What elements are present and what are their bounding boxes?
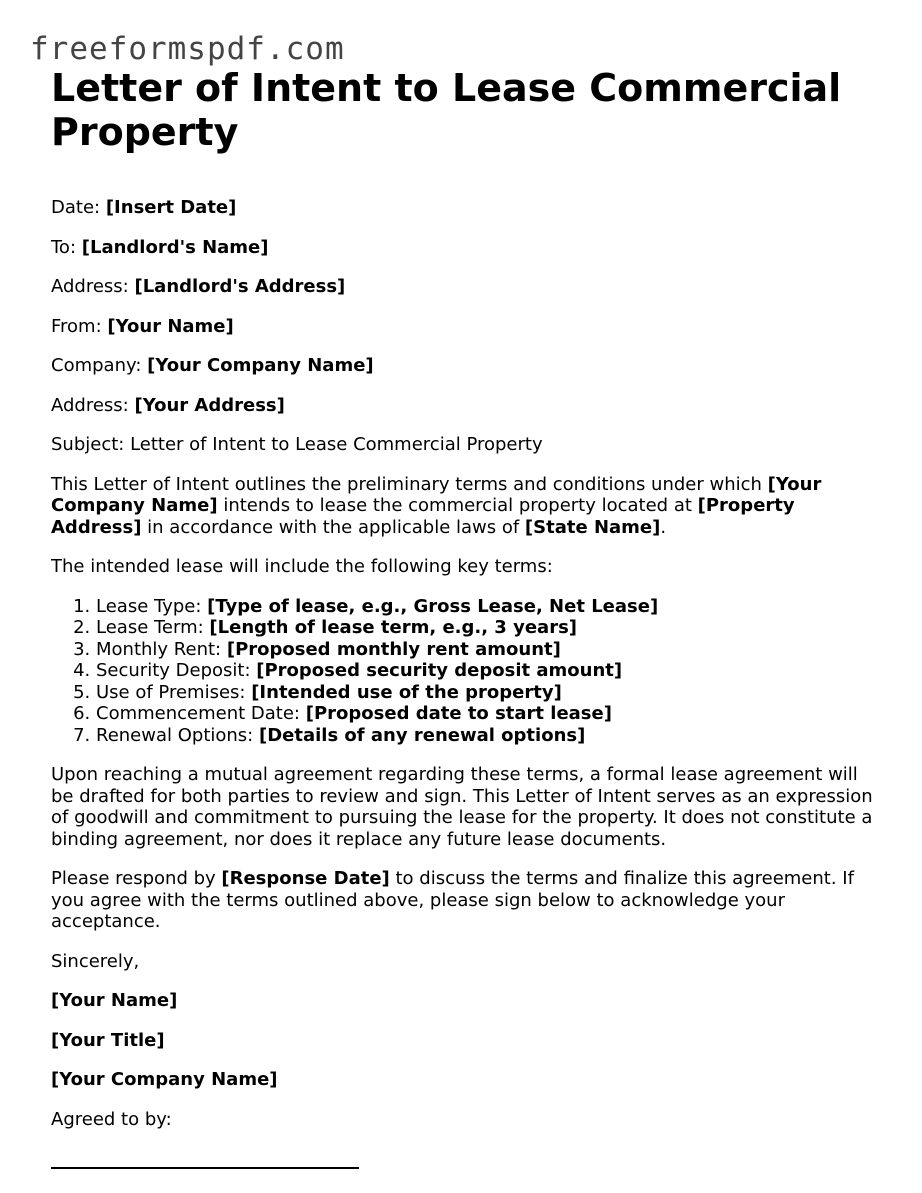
watermark: freeformspdf.com [30,31,345,67]
list-item: 3. Monthly Rent: [Proposed monthly rent amount] [96,639,881,661]
landlord-address-field: Address: [Landlord's Address] [51,276,346,297]
signature-company: [Your Company Name] [51,1069,278,1090]
subject-line: Subject: Letter of Intent to Lease Commercial Property [51,434,543,455]
list-item: 2. Lease Term: [Length of lease term, e.g., 3 years] [96,617,881,639]
your-address-field: Address: [Your Address] [51,394,285,416]
signature-name: [Your Name] [51,990,178,1011]
from-field: From: [Your Name] [51,315,234,337]
terms-list [51,596,881,747]
agreement-paragraph: Upon reaching a mutual agreement regarding these terms, a formal lease agreement will be drafted for both parties to review and sign. This Letter of Intent serves as an expression of goodwill and commitment to pursuing the lease for the property. It does not constitute a binding agreement, nor does it replace any future lease documents. [51,764,873,850]
to-field: To: [Landlord's Name] [51,236,269,258]
document-title: Letter of Intent to Lease Commercial Property [51,66,842,154]
signature-line [51,1167,359,1169]
list-item: 6. Commencement Date: [Proposed date to start lease] [96,703,881,725]
list-item: 5. Use of Premises: [Intended use of the property] [96,682,881,704]
list-item: 4. Security Deposit: [Proposed security deposit amount] [96,660,881,682]
agreed-label: Agreed to by: [51,1108,172,1130]
letter-body [51,66,881,1169]
company-field: Company: [Your Company Name] [51,355,374,376]
intro-paragraph: This Letter of Intent outlines the preliminary terms and conditions under which [Your Company Name] intends to lease the commercial property located at [Property Address] in accordance with the applicable laws of [State Name]. [51,473,822,538]
list-item: 1. Lease Type: [Type of lease, e.g., Gross Lease, Net Lease] [96,596,881,618]
date-field: Date: [Insert Date] [51,197,237,218]
signature-title: [Your Title] [51,1029,165,1051]
terms-intro: The intended lease will include the following key terms: [51,556,553,577]
list-item: 7. Renewal Options: [Details of any renewal options] [96,725,881,747]
response-paragraph: Please respond by [Response Date] to discuss the terms and finalize this agreement. If you agree with the terms outlined above, please sign below to acknowledge your acceptance. [51,868,854,932]
closing: Sincerely, [51,950,140,972]
